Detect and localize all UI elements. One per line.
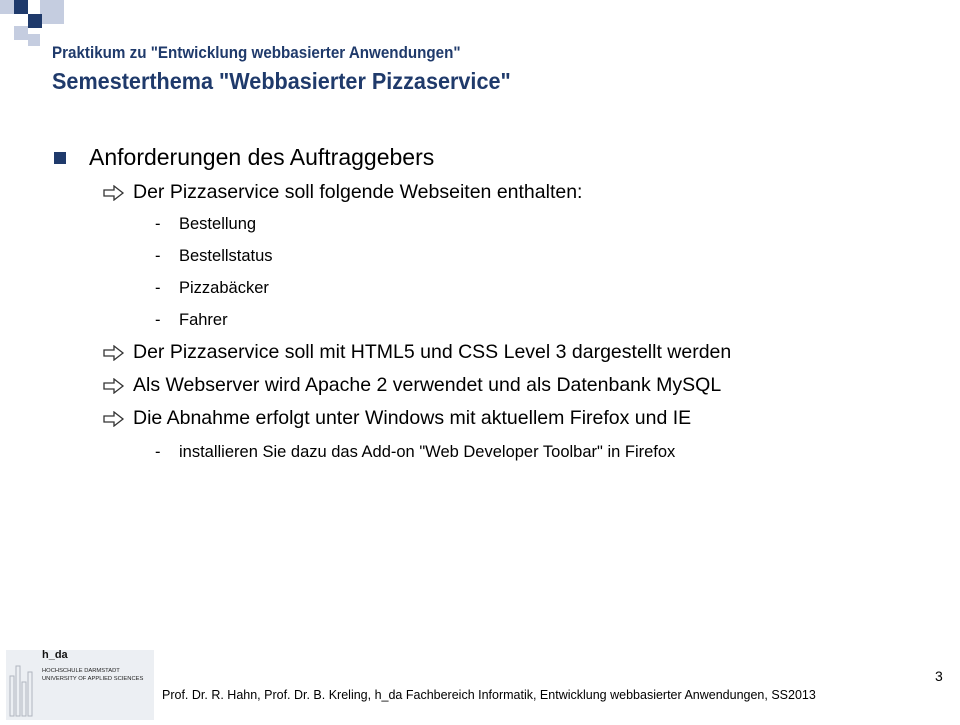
bullet-heading — [54, 144, 434, 171]
dash-bullet: - — [155, 311, 161, 329]
logo-line-3: UNIVERSITY OF APPLIED SCIENCES — [42, 676, 144, 682]
corner-square-light-1 — [0, 0, 14, 14]
page-item-text: Bestellstatus — [179, 247, 273, 265]
page-item-text: Fahrer — [179, 311, 228, 329]
square-bullet-icon — [54, 152, 66, 164]
point-webpages — [103, 181, 582, 204]
point-abnahme — [103, 407, 691, 430]
page-item — [155, 215, 256, 234]
hda-logo-graphic — [6, 644, 154, 720]
corner-square-light-2 — [40, 0, 64, 24]
dash-bullet: - — [155, 443, 161, 461]
logo-line-2: HOCHSCHULE DARMSTADT — [42, 668, 120, 674]
page-item — [155, 279, 269, 298]
arrow-bullet-icon — [103, 345, 125, 361]
hda-logo — [6, 644, 154, 720]
sub-point-addon — [155, 443, 675, 462]
page-item — [155, 311, 228, 330]
footer-text: Prof. Dr. R. Hahn, Prof. Dr. B. Kreling, h_da Fachbereich Informatik, Entwicklung webbasierter Anwendungen, SS2013 — [162, 688, 816, 702]
heading-text: Anforderungen des Auftraggebers — [89, 144, 435, 170]
point-text: Der Pizzaservice soll mit HTML5 und CSS Level 3 dargestellt werden — [133, 341, 732, 363]
dash-bullet: - — [155, 247, 161, 265]
arrow-bullet-icon — [103, 378, 125, 394]
dash-bullet: - — [155, 279, 161, 297]
dash-bullet: - — [155, 215, 161, 233]
sub-point-text: installieren Sie dazu das Add-on "Web Developer Toolbar" in Firefox — [179, 443, 676, 461]
arrow-bullet-icon — [103, 185, 125, 201]
arrow-bullet-icon — [103, 411, 125, 427]
point-html5 — [103, 341, 731, 364]
page-item-text: Pizzabäcker — [179, 279, 269, 297]
slide-subtitle: Praktikum zu "Entwicklung webbasierter Anwendungen" — [52, 44, 461, 62]
slide-title: Semesterthema "Webbasierter Pizzaservice" — [52, 68, 511, 94]
point-webserver — [103, 374, 721, 397]
corner-square-dark-2 — [28, 14, 42, 28]
page-item — [155, 247, 273, 266]
point-text: Der Pizzaservice soll folgende Webseiten enthalten: — [133, 181, 583, 203]
corner-square-dark-1 — [14, 0, 28, 14]
point-text: Als Webserver wird Apache 2 verwendet und als Datenbank MySQL — [133, 374, 722, 396]
corner-square-light-3 — [14, 26, 28, 40]
page-number: 3 — [935, 668, 943, 684]
point-text: Die Abnahme erfolgt unter Windows mit aktuellem Firefox und IE — [133, 407, 692, 429]
logo-name: h_da — [42, 649, 68, 661]
corner-square-light-4 — [28, 34, 40, 46]
page-item-text: Bestellung — [179, 215, 257, 233]
